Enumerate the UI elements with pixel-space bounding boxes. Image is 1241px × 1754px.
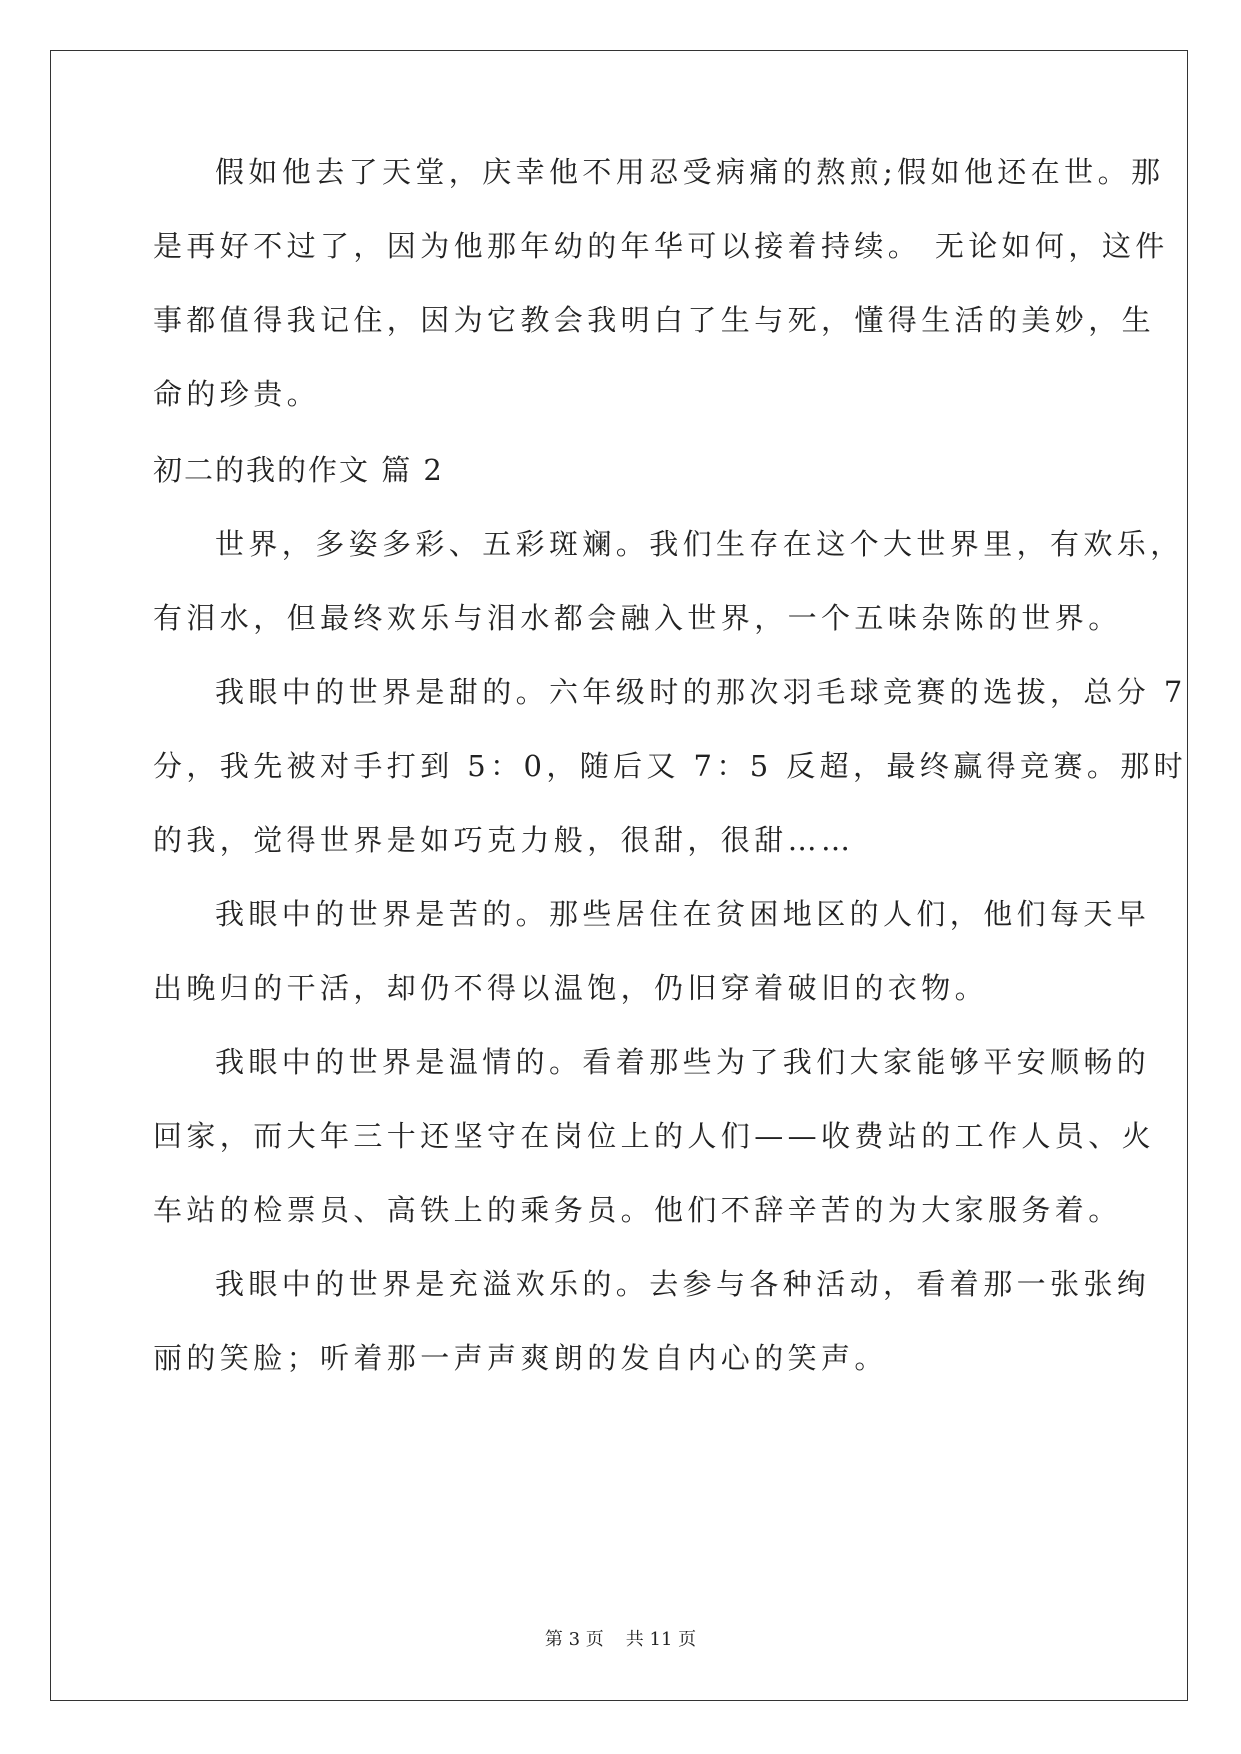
paragraph-line: 世界，多姿多彩、五彩斑斓。我们生存在这个大世界里，有欢乐， <box>215 527 1184 561</box>
paragraph-line: 丽的笑脸；听着那一声声爽朗的发自内心的笑声。 <box>153 1341 888 1375</box>
paragraph-line: 出晚归的干活，却仍不得以温饱，仍旧穿着破旧的衣物。 <box>153 971 989 1005</box>
paragraph-line: 我眼中的世界是充溢欢乐的。去参与各种活动，看着那一张张绚 <box>215 1267 1151 1301</box>
paragraph-line: 车站的检票员、高铁上的乘务员。他们不辞辛苦的为大家服务着。 <box>153 1193 1122 1227</box>
paragraph-line: 有泪水，但最终欢乐与泪水都会融入世界，一个五味杂陈的世界。 <box>153 601 1122 635</box>
paragraph-line: 是再好不过了，因为他那年幼的年华可以接着持续。 无论如何，这件 <box>153 229 1169 263</box>
paragraph-line: 假如他去了天堂，庆幸他不用忍受病痛的熬煎;假如他还在世。那 <box>215 155 1165 189</box>
page-number-total: 共 11 页 <box>625 1629 697 1650</box>
paragraph-line: 命的珍贵。 <box>153 377 321 411</box>
paragraph-line: 我眼中的世界是苦的。那些居住在贫困地区的人们，他们每天早 <box>215 897 1151 931</box>
page-border <box>50 50 1188 1701</box>
paragraph-line: 的我，觉得世界是如巧克力般，很甜，很甜…… <box>153 823 855 857</box>
page-footer <box>0 1628 1241 1652</box>
paragraph-line: 我眼中的世界是甜的。六年级时的那次羽毛球竞赛的选拔，总分 7 <box>215 675 1187 709</box>
paragraph-line: 分，我先被对手打到 5：0，随后又 7：5 反超，最终赢得竞赛。那时 <box>153 749 1188 783</box>
section-heading: 初二的我的作文 篇 2 <box>153 453 444 487</box>
paragraph-line: 回家，而大年三十还坚守在岗位上的人们——收费站的工作人员、火 <box>153 1119 1156 1153</box>
paragraph-line: 我眼中的世界是温情的。看着那些为了我们大家能够平安顺畅的 <box>215 1045 1151 1079</box>
page-number-current: 第 3 页 <box>544 1629 604 1650</box>
paragraph-line: 事都值得我记住，因为它教会我明白了生与死，懂得生活的美妙，生 <box>153 303 1156 337</box>
